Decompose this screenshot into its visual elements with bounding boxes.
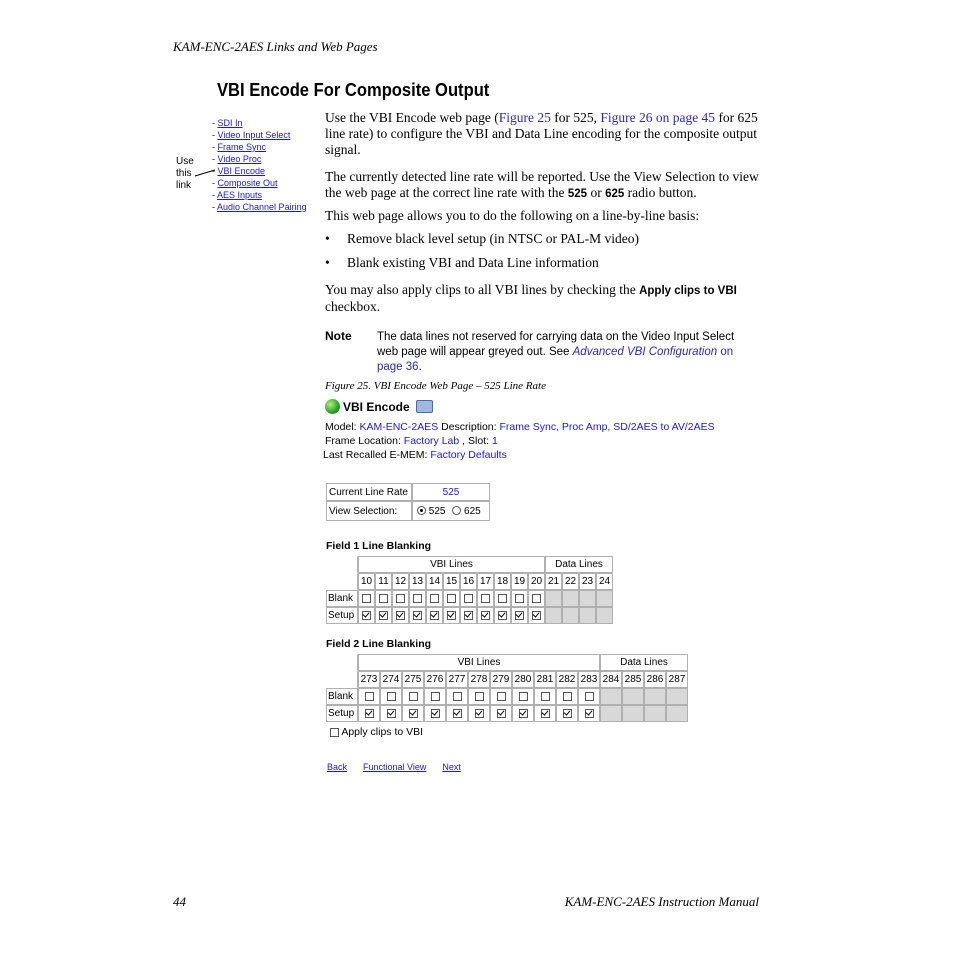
disabled-cell	[545, 607, 562, 624]
nav-link[interactable]: Composite Out	[217, 178, 278, 188]
disabled-cell	[579, 590, 596, 607]
nav-link[interactable]: Frame Sync	[217, 142, 267, 152]
disabled-cell	[666, 688, 688, 705]
line-number: 276	[424, 671, 446, 688]
line-number: 280	[512, 671, 534, 688]
note-text: The data lines not reserved for carrying data on the Video Input Select web page will appear greyed out. See Advanced VBI Configuration on page 36.	[377, 331, 735, 373]
apply-clips-row: Apply clips to VBI	[330, 726, 423, 738]
nav-link[interactable]: SDI In	[217, 118, 243, 128]
nav-link[interactable]: VBI Encode	[217, 166, 266, 176]
nav-item: - Composite Out	[212, 178, 278, 188]
line-checkbox[interactable]	[362, 611, 371, 620]
line-checkbox[interactable]	[430, 594, 439, 603]
line-checkbox[interactable]	[387, 692, 396, 701]
field1-title: Field 1 Line Blanking	[326, 540, 432, 552]
model-line: Model: KAM-ENC-2AES Description: Frame Sync, Proc Amp, SD/2AES to AV/2AES	[325, 421, 715, 433]
line-number: 274	[380, 671, 402, 688]
nav-item: - AES Inputs	[212, 190, 263, 200]
data-lines-header: Data Lines	[545, 556, 613, 573]
disabled-cell	[622, 688, 644, 705]
line-checkbox[interactable]	[409, 692, 418, 701]
section-title: VBI Encode For Composite Output	[217, 80, 490, 100]
line-checkbox[interactable]	[541, 709, 550, 718]
line-number: 12	[392, 573, 409, 590]
line-checkbox[interactable]	[396, 611, 405, 620]
next-link[interactable]: Next	[442, 762, 461, 772]
paragraph-2: The currently detected line rate will be reported. Use the View Selection to view the web page at the correct line rate with the 525 or 625 radio button.	[325, 169, 759, 200]
nav-item: - VBI Encode	[212, 166, 266, 176]
line-checkbox[interactable]	[387, 709, 396, 718]
line-checkbox[interactable]	[541, 692, 550, 701]
refresh-icon[interactable]	[416, 400, 433, 413]
line-number: 16	[460, 573, 477, 590]
radio-525[interactable]	[417, 506, 426, 515]
paragraph-1: Use the VBI Encode web page (Figure 25 for 525, Figure 26 on page 45 for 625 line rate) to configure the VBI and Data Line encoding for the composite output signal.	[325, 110, 758, 157]
nav-link[interactable]: AES Inputs	[217, 190, 263, 200]
line-checkbox[interactable]	[497, 709, 506, 718]
line-checkbox[interactable]	[413, 594, 422, 603]
line-number: 11	[375, 573, 392, 590]
bullet-2: • Blank existing VBI and Data Line information	[325, 255, 599, 270]
line-number: 24	[596, 573, 613, 590]
disabled-cell	[579, 607, 596, 624]
line-number: 282	[556, 671, 578, 688]
pointer-line	[194, 168, 216, 178]
back-link[interactable]: Back	[327, 762, 348, 772]
line-number: 13	[409, 573, 426, 590]
line-number: 14	[426, 573, 443, 590]
note-label: Note	[325, 329, 352, 343]
line-number: 15	[443, 573, 460, 590]
vbi-lines-header: VBI Lines	[358, 556, 545, 573]
line-checkbox[interactable]	[447, 594, 456, 603]
nav-item: - SDI In	[212, 118, 243, 128]
line-number: 275	[402, 671, 424, 688]
line-checkbox[interactable]	[431, 692, 440, 701]
disabled-cell	[562, 607, 579, 624]
line-checkbox[interactable]	[563, 692, 572, 701]
slot-link[interactable]: 1	[491, 435, 498, 447]
disabled-cell	[545, 590, 562, 607]
line-number: 285	[622, 671, 644, 688]
disabled-cell	[600, 688, 622, 705]
line-number: 283	[578, 671, 600, 688]
page-36-link[interactable]: on page 36	[377, 346, 734, 373]
line-checkbox[interactable]	[498, 594, 507, 603]
line-checkbox[interactable]	[409, 709, 418, 718]
line-checkbox[interactable]	[515, 594, 524, 603]
running-head: KAM-ENC-2AES Links and Web Pages	[173, 39, 378, 54]
line-number: 22	[562, 573, 579, 590]
line-checkbox[interactable]	[365, 709, 374, 718]
line-checkbox[interactable]	[365, 692, 374, 701]
row-label: Blank	[326, 688, 358, 705]
line-checkbox[interactable]	[453, 709, 462, 718]
line-number: 279	[490, 671, 512, 688]
bullet-1: • Remove black level setup (in NTSC or PAL-M video)	[325, 231, 639, 246]
line-checkbox[interactable]	[475, 709, 484, 718]
nav-item: - Audio Channel Pairing	[212, 202, 307, 212]
field1-table	[326, 556, 613, 624]
field2-title: Field 2 Line Blanking	[326, 638, 432, 650]
use-this-link-label: Use this link	[176, 156, 194, 191]
paragraph-4: You may also apply clips to all VBI lines by checking the Apply clips to VBI checkbox.	[325, 282, 737, 314]
line-checkbox[interactable]	[379, 611, 388, 620]
functional-view-link[interactable]: Functional View	[363, 762, 427, 772]
disabled-cell	[596, 607, 613, 624]
disabled-cell	[644, 688, 666, 705]
line-checkbox[interactable]	[515, 611, 524, 620]
line-checkbox[interactable]	[413, 611, 422, 620]
vbi-encode-title: VBI Encode	[325, 399, 433, 414]
line-number: 277	[446, 671, 468, 688]
line-checkbox[interactable]	[563, 709, 572, 718]
line-checkbox[interactable]	[498, 611, 507, 620]
data-lines-header: Data Lines	[600, 654, 688, 671]
radio-625[interactable]	[452, 506, 461, 515]
line-number: 287	[666, 671, 688, 688]
paragraph-3: This web page allows you to do the following on a line-by-line basis:	[325, 208, 700, 223]
emem-line: Last Recalled E-MEM: Factory Defaults	[323, 449, 507, 461]
field2-table	[326, 654, 688, 722]
disabled-cell	[666, 705, 688, 722]
disabled-cell	[622, 705, 644, 722]
line-number: 19	[511, 573, 528, 590]
line-checkbox[interactable]	[481, 594, 490, 603]
line-checkbox[interactable]	[379, 594, 388, 603]
line-checkbox[interactable]	[519, 709, 528, 718]
line-checkbox[interactable]	[475, 692, 484, 701]
line-checkbox[interactable]	[430, 611, 439, 620]
row-label: Setup	[326, 607, 358, 624]
description-link[interactable]: Frame Sync, Proc Amp, SD/2AES to AV/2AES	[499, 421, 715, 433]
nav-link[interactable]: Video Proc	[217, 154, 262, 164]
page-number: 44	[173, 894, 186, 909]
line-checkbox[interactable]	[396, 594, 405, 603]
line-number: 286	[644, 671, 666, 688]
footer-nav	[327, 757, 477, 775]
frame-line: Frame Location: Factory Lab , Slot: 1	[325, 435, 498, 447]
line-checkbox[interactable]	[585, 692, 594, 701]
nav-link[interactable]: Video Input Select	[217, 130, 291, 140]
row-label: Blank	[326, 590, 358, 607]
nav-links	[212, 117, 307, 213]
figure-25-link[interactable]: Figure 25	[498, 110, 551, 125]
vbi-lines-header: VBI Lines	[358, 654, 600, 671]
line-checkbox[interactable]	[585, 709, 594, 718]
nav-item: - Frame Sync	[212, 142, 267, 152]
line-checkbox[interactable]	[453, 692, 462, 701]
line-checkbox[interactable]	[532, 594, 541, 603]
line-checkbox[interactable]	[464, 594, 473, 603]
line-number: 284	[600, 671, 622, 688]
nav-item: - Video Input Select	[212, 130, 291, 140]
line-number: 18	[494, 573, 511, 590]
nav-link[interactable]: Audio Channel Pairing	[217, 202, 307, 212]
disabled-cell	[562, 590, 579, 607]
line-rate-table: Current Line Rate 525 View Selection: 525 625	[326, 483, 490, 521]
disabled-cell	[644, 705, 666, 722]
model-link[interactable]: KAM-ENC-2AES	[359, 421, 439, 433]
advanced-vbi-link[interactable]: Advanced VBI Configuration	[572, 346, 718, 358]
line-number: 21	[545, 573, 562, 590]
disabled-cell	[596, 590, 613, 607]
line-number: 20	[528, 573, 545, 590]
manual-title: KAM-ENC-2AES Instruction Manual	[564, 894, 759, 909]
line-number: 273	[358, 671, 380, 688]
nav-item: - Video Proc	[212, 154, 262, 164]
line-checkbox[interactable]	[497, 692, 506, 701]
line-checkbox[interactable]	[481, 611, 490, 620]
line-number: 281	[534, 671, 556, 688]
line-number: 10	[358, 573, 375, 590]
emem-link[interactable]: Factory Defaults	[430, 449, 507, 461]
line-number: 17	[477, 573, 494, 590]
line-number: 23	[579, 573, 596, 590]
line-checkbox[interactable]	[519, 692, 528, 701]
line-checkbox[interactable]	[362, 594, 371, 603]
disabled-cell	[600, 705, 622, 722]
line-checkbox[interactable]	[431, 709, 440, 718]
status-ok-icon	[325, 399, 340, 414]
apply-clips-checkbox[interactable]	[330, 728, 339, 737]
line-checkbox[interactable]	[532, 611, 541, 620]
line-checkbox[interactable]	[447, 611, 456, 620]
figure-caption: Figure 25. VBI Encode Web Page – 525 Line Rate	[325, 380, 546, 392]
frame-location-link[interactable]: Factory Lab	[403, 435, 460, 447]
figure-26-link[interactable]: Figure 26 on page 45	[600, 110, 716, 125]
row-label: Setup	[326, 705, 358, 722]
line-checkbox[interactable]	[464, 611, 473, 620]
line-number: 278	[468, 671, 490, 688]
